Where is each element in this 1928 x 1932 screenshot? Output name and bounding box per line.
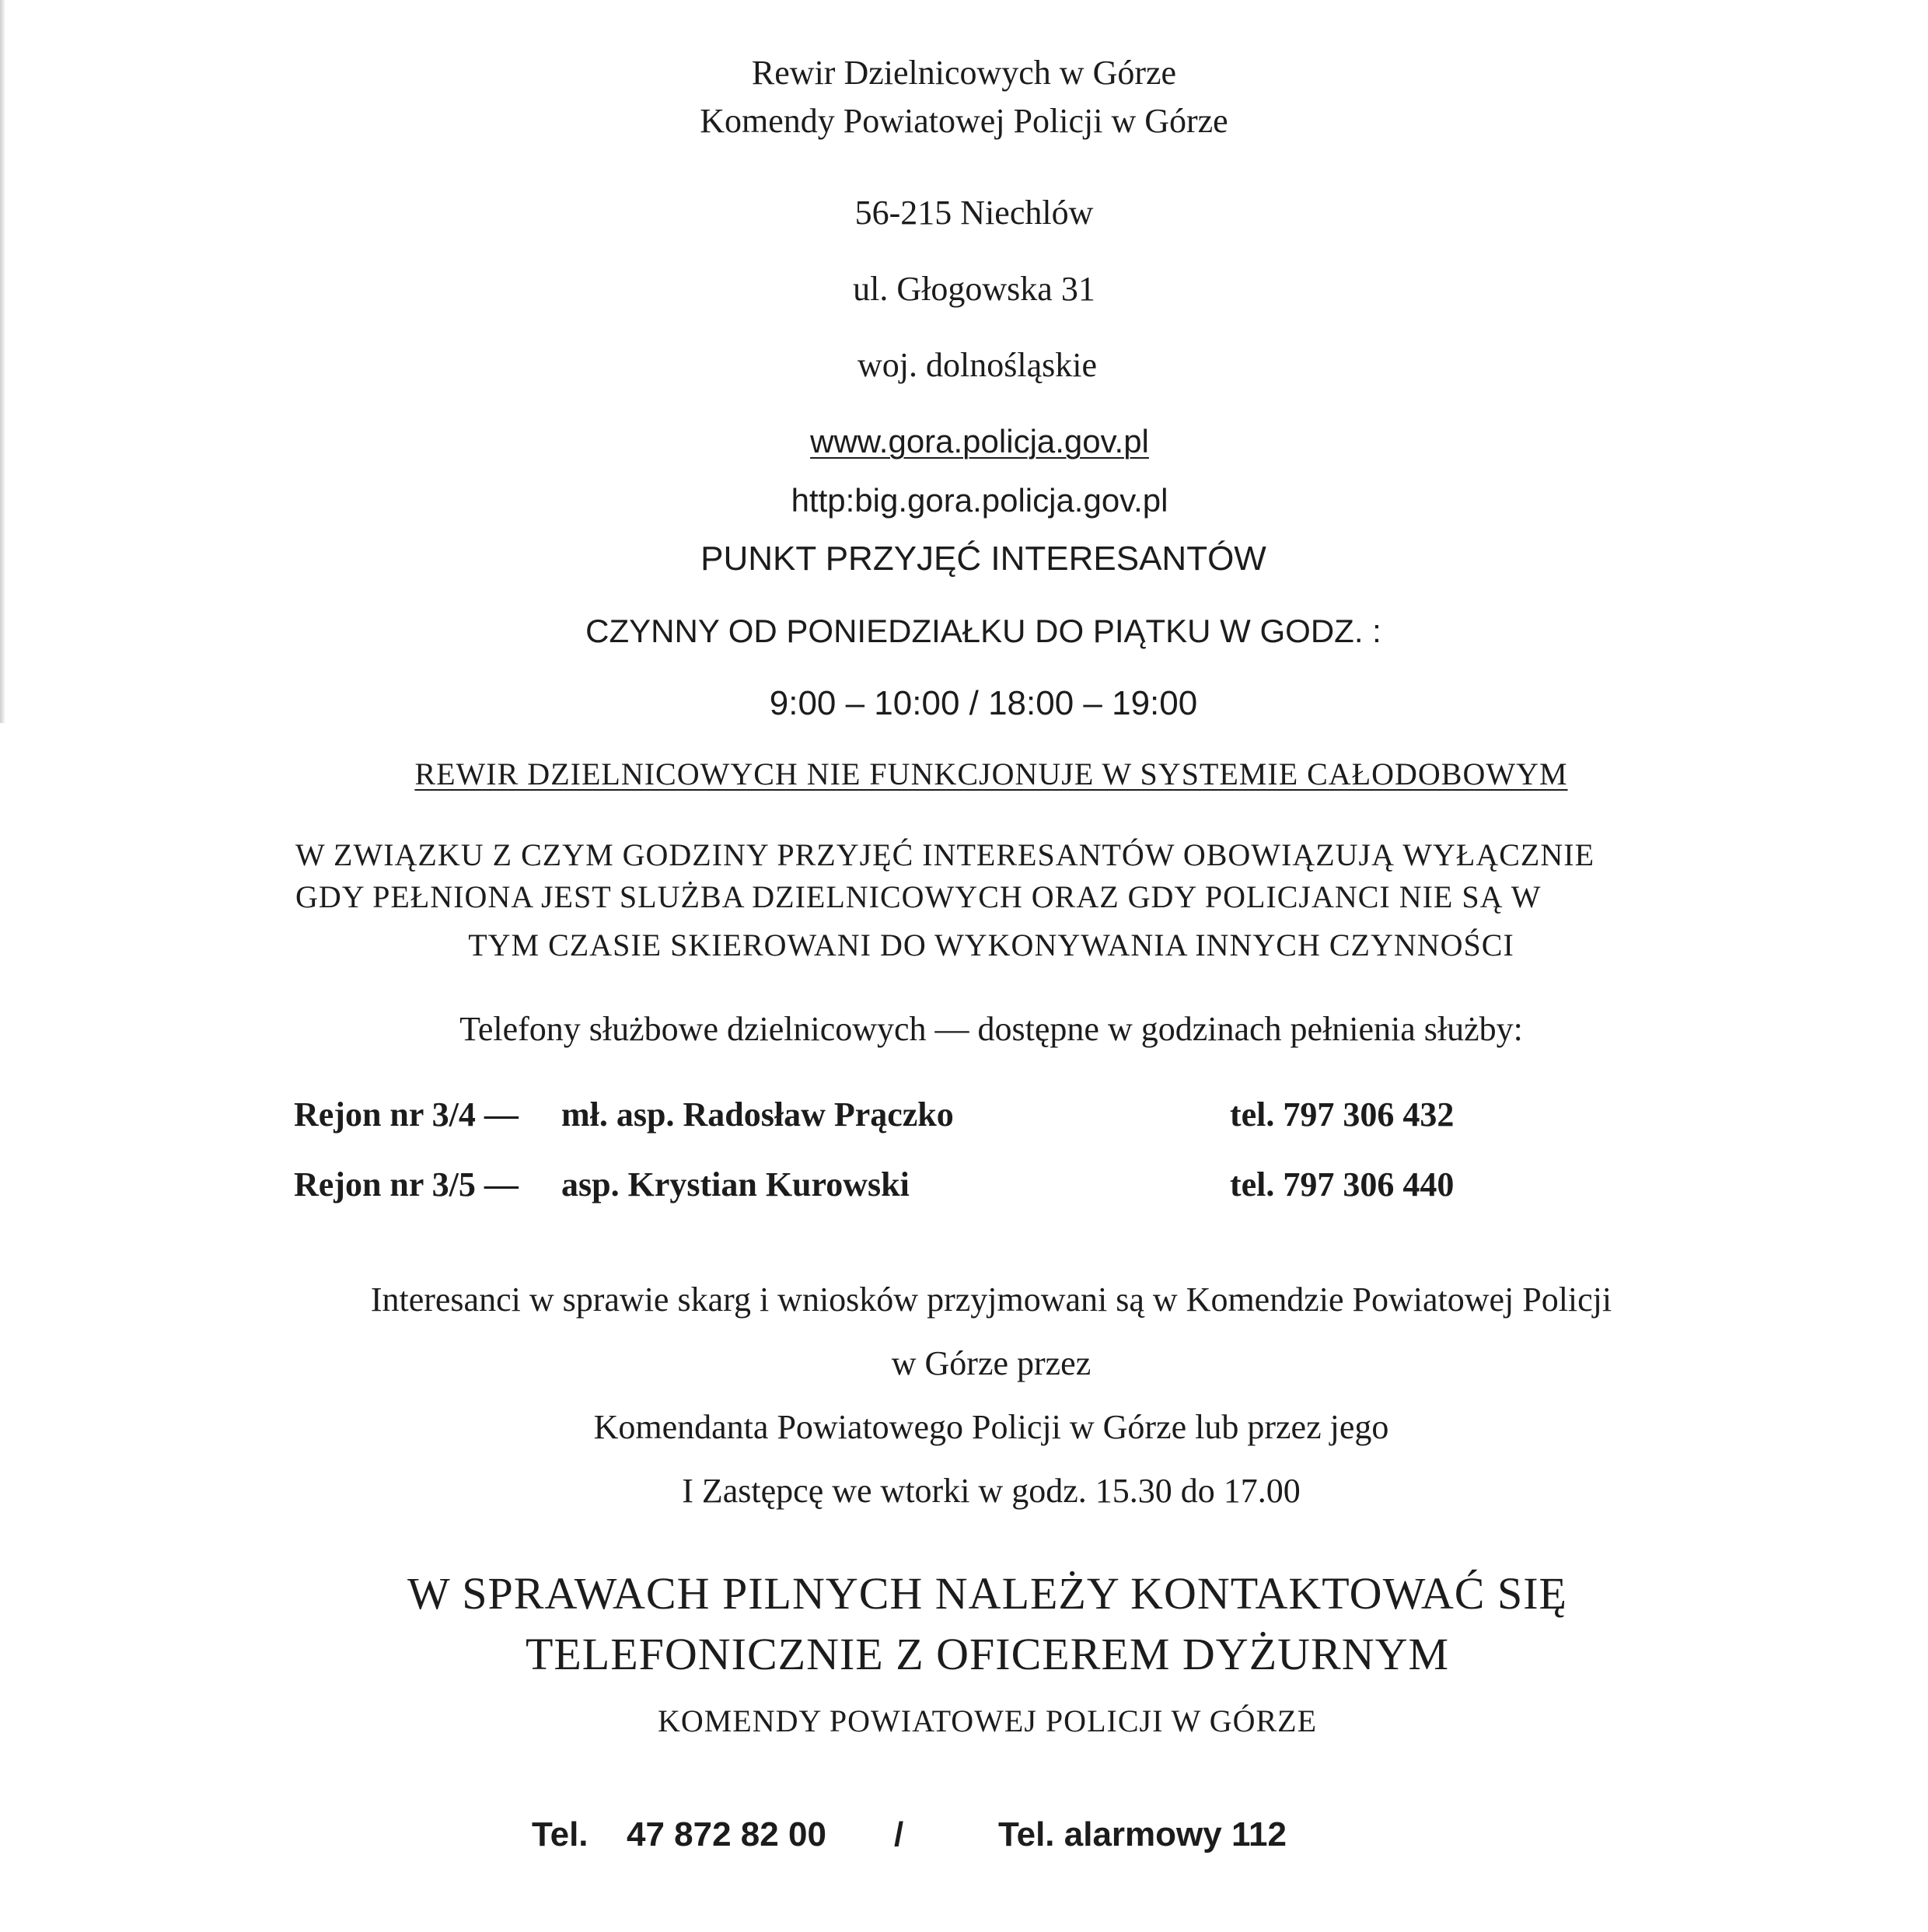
officer-phone: tel. 797 306 432 (1230, 1095, 1455, 1134)
office-hours-title: PUNKT PRZYJĘĆ INTERESANTÓW (700, 540, 1266, 578)
unit-name: Rewir Dzielnicowych w Górze (751, 54, 1177, 92)
notice-heading-row (0, 756, 1928, 792)
urgent-line-2: TELEFONICZNIE Z OFICEREM DYŻURNYM (525, 1629, 1450, 1679)
officer-phone: tel. 797 306 440 (1230, 1165, 1455, 1204)
street-address: ul. Głogowska 31 (853, 270, 1095, 308)
website-link[interactable]: www.gora.policja.gov.pl (810, 423, 1149, 459)
website-link-row (0, 423, 1928, 460)
office-hours-days: CZYNNY OD PONIEDZIAŁKU DO PIĄTKU W GODZ. : (585, 613, 1381, 649)
bip-address: http:big.gora.policja.gov.pl (791, 482, 1168, 519)
office-hours-times: 9:00 – 10:00 / 18:00 – 19:00 (769, 684, 1198, 722)
officer-name: mł. asp. Radosław Prączko (561, 1095, 954, 1134)
complaints-line-4: I Zastępcę we wtorki w godz. 15.30 do 17.00 (682, 1472, 1301, 1510)
duty-phone-number: 47 872 82 00 (627, 1815, 826, 1853)
postal-address: 56-215 Niechlów (854, 194, 1094, 232)
duty-phone-label: Tel. (532, 1815, 589, 1853)
parent-unit-name: Komendy Powiatowej Policji w Górze (700, 102, 1228, 140)
urgent-line-1: W SPRAWACH PILNYCH NALEŻY KONTAKTOWAĆ SIĘ (407, 1568, 1567, 1619)
phone-separator: / (894, 1815, 904, 1853)
urgent-line-3: KOMENDY POWIATOWEJ POLICJI W GÓRZE (657, 1703, 1318, 1738)
region-name: woj. dolnośląskie (857, 346, 1097, 384)
officer-region: Rejon nr 3/5 — (294, 1165, 519, 1204)
officer-row (0, 1165, 1928, 1211)
complaints-line-2: w Górze przez (891, 1344, 1091, 1382)
notice-line-2: GDY PEŁNIONA JEST SLUŻBA DZIELNICOWYCH ORAZ GDY POLICJANCI NIE SĄ W (295, 879, 1542, 914)
phones-intro: Telefony służbowe dzielnicowych — dostępne w godzinach pełnienia służby: (459, 1010, 1523, 1048)
complaints-line-3: Komendanta Powiatowego Policji w Górze lub przez jego (593, 1408, 1389, 1446)
officer-row (0, 1095, 1928, 1141)
complaints-line-1: Interesanci w sprawie skarg i wniosków przyjmowani są w Komendzie Powiatowej Policji (370, 1280, 1612, 1319)
notice-line-3: TYM CZASIE SKIEROWANI DO WYKONYWANIA INNYCH CZYNNOŚCI (468, 928, 1514, 963)
notice-line-1: W ZWIĄZKU Z CZYM GODZINY PRZYJĘĆ INTERESANTÓW OBOWIĄZUJĄ WYŁĄCZNIE (295, 837, 1594, 872)
notice-heading: REWIR DZIELNICOWYCH NIE FUNKCJONUJE W SYSTEMIE CAŁODOBOWYM (414, 756, 1568, 791)
officer-region: Rejon nr 3/4 — (294, 1095, 519, 1134)
emergency-phones (0, 1815, 1928, 1862)
officer-name: asp. Krystian Kurowski (561, 1165, 910, 1204)
alarm-phone: Tel. alarmowy 112 (998, 1815, 1287, 1853)
